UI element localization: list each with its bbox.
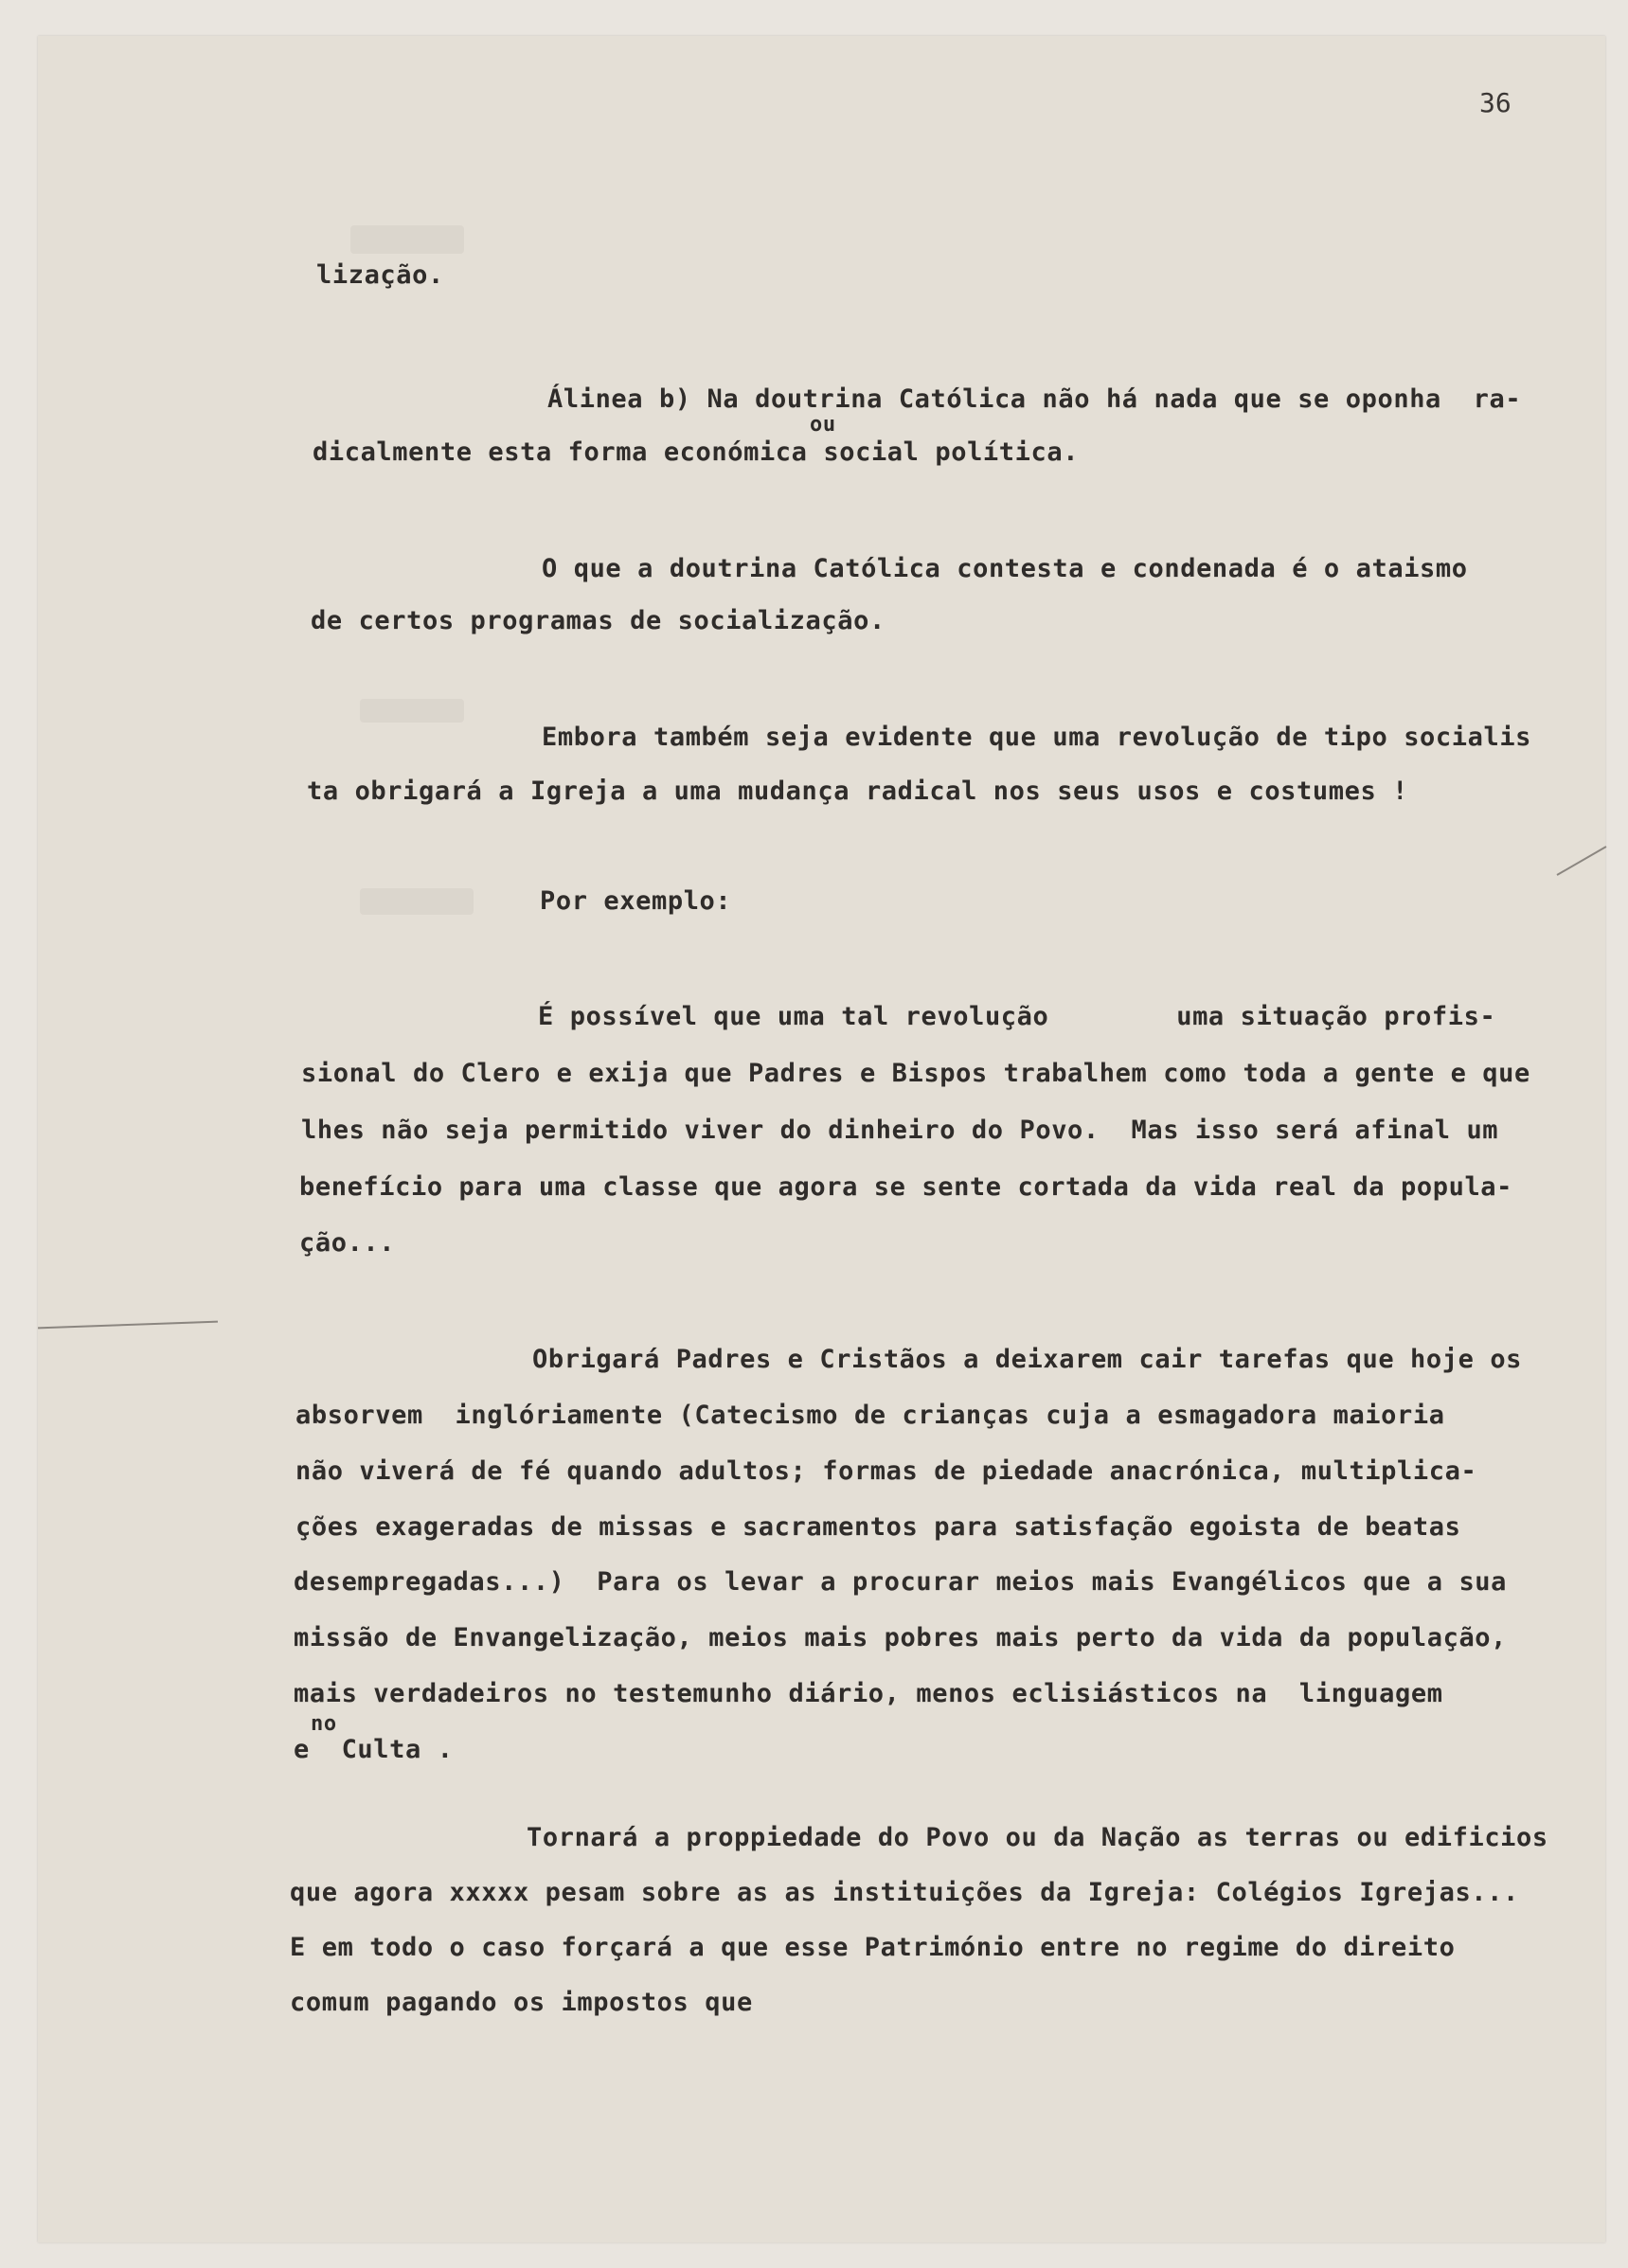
text-line: benefício para uma classe que agora se sente cortada da vida real da popula- <box>299 1172 1513 1202</box>
text-line: Obrigará Padres e Cristãos a deixarem cair tarefas que hoje os <box>532 1345 1523 1374</box>
text-line: É possível que uma tal revolução uma situação profis- <box>538 1002 1496 1031</box>
text-line: Por exemplo: <box>540 886 732 916</box>
text-line: E em todo o caso forçará a que esse Património entre no regime do direito <box>290 1933 1456 1962</box>
text-line: lização. <box>316 260 444 290</box>
smudge <box>360 699 464 723</box>
text-line: não viverá de fé quando adultos; formas de piedade anacrónica, multiplica- <box>295 1456 1477 1486</box>
interlinear-insertion: ou <box>810 413 836 437</box>
text-line: de certos programas de socialização. <box>311 606 886 635</box>
text-line: ção... <box>299 1228 396 1258</box>
text-line: sional do Clero e exija que Padres e Bispos trabalhem como toda a gente e que <box>301 1059 1530 1088</box>
text-line: ções exageradas de missas e sacramentos para satisfação egoista de beatas <box>295 1512 1461 1542</box>
text-line: lhes não seja permitido viver do dinheiro do Povo. Mas isso será afinal um <box>301 1116 1499 1145</box>
text-line: dicalmente esta forma económica social política. <box>313 438 1080 467</box>
text-line: Tornará a proppiedade do Povo ou da Nação as terras ou edificios <box>527 1823 1548 1852</box>
text-line: missão de Envangelização, meios mais pobres mais perto da vida da população, <box>294 1623 1508 1652</box>
paper-crease <box>38 1321 218 1330</box>
paper-crease <box>1557 846 1607 876</box>
text-line: e Culta . <box>294 1735 454 1764</box>
text-line: mais verdadeiros no testemunho diário, menos eclisiásticos na linguagem <box>294 1679 1443 1708</box>
smudge <box>360 888 474 915</box>
text-line: O que a doutrina Católica contesta e condenada é o ataismo <box>542 554 1468 583</box>
page-number: 36 <box>1479 87 1512 118</box>
text-line: Embora também seja evidente que uma revolução de tipo socialis <box>542 723 1532 752</box>
text-line: Álinea b) Na doutrina Católica não há nada que se oponha ra- <box>547 384 1522 414</box>
text-line: desempregadas...) Para os levar a procurar meios mais Evangélicos que a sua <box>294 1567 1508 1597</box>
text-line: absorvem inglóriamente (Catecismo de crianças cuja a esmagadora maioria <box>295 1401 1445 1430</box>
interlinear-insertion: no <box>311 1712 337 1736</box>
smudge <box>350 225 464 254</box>
text-line: ta obrigará a Igreja a uma mudança radical nos seus usos e costumes ! <box>307 777 1409 806</box>
text-line: comum pagando os impostos que <box>290 1988 753 2017</box>
text-line: que agora xxxxx pesam sobre as as instituições da Igreja: Colégios Igrejas... <box>290 1878 1519 1907</box>
